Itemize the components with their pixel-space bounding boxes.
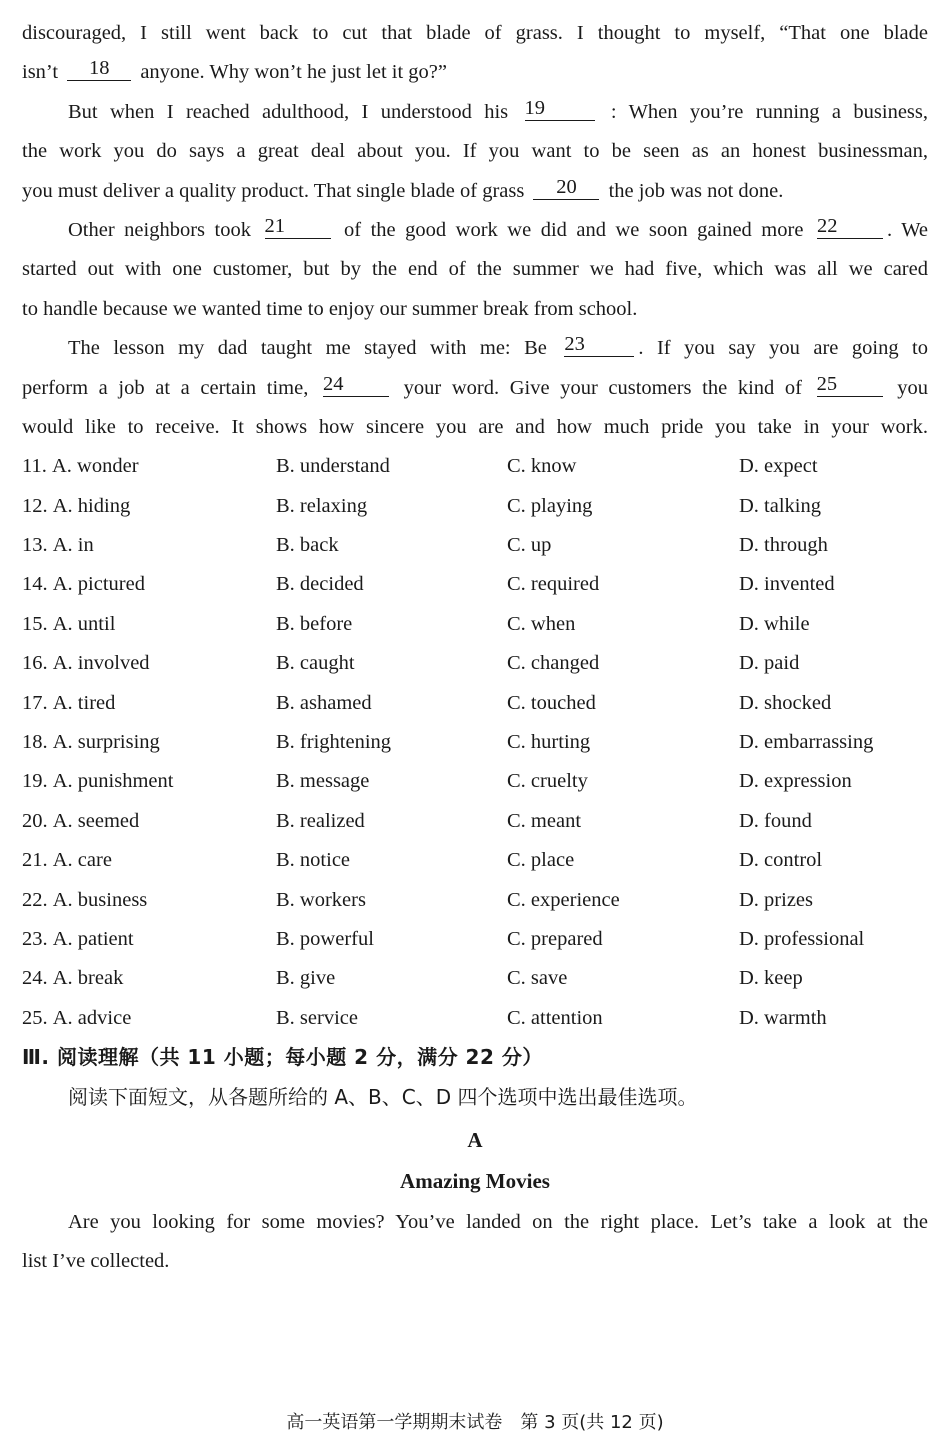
passage-text: . If you say you are going to	[638, 337, 929, 360]
option-b: B. powerful	[276, 927, 374, 950]
passage-text: the job was not done.	[608, 179, 784, 202]
option-c: C. know	[507, 455, 577, 478]
passage-line: discouraged, I still went back to cut that blade of grass. I thought to myself, “That one blade	[22, 22, 928, 44]
option-d: D. warmth	[739, 1006, 827, 1029]
option-c: C. changed	[507, 652, 600, 675]
passage-line: Are you looking for some movies? You’ve landed on the right place. Let’s take a look at the	[68, 1210, 928, 1233]
option-a: 11. A. wonder	[22, 455, 139, 478]
passage-line	[22, 53, 928, 92]
answer-blank-19: 19	[525, 96, 595, 121]
passage-line: would like to receive. It shows how sincere you are and how much pride you take in your work.	[22, 415, 928, 438]
answer-blank-21: 21	[265, 214, 331, 239]
option-b: B. frightening	[276, 731, 392, 754]
passage-line: the work you do says a great deal about you. If you want to be seen as an honest businessman,	[22, 140, 928, 163]
option-b: B. ashamed	[276, 691, 372, 714]
passage-text: you	[897, 376, 929, 399]
question-options-row	[22, 762, 928, 801]
passage-text: But when I reached adulthood, I understood his	[68, 100, 509, 123]
question-options-row	[22, 447, 928, 486]
option-b: B. decided	[276, 573, 364, 596]
question-options-row	[22, 920, 928, 959]
option-d: D. invented	[739, 573, 835, 596]
passage-text: of the good work we did and we soon gained more	[344, 218, 804, 241]
passage-text: : When you’re running a business,	[610, 100, 928, 123]
option-c: C. hurting	[507, 731, 591, 754]
option-b: B. workers	[276, 888, 366, 911]
option-b: B. caught	[276, 652, 355, 675]
option-d: D. shocked	[739, 691, 832, 714]
option-c: C. required	[507, 573, 600, 596]
option-c: C. cruelty	[507, 770, 588, 793]
passage-text: your word. Give your customers the kind of	[403, 376, 802, 399]
passage-text: The lesson my dad taught me stayed with me: Be	[68, 337, 547, 360]
option-d: D. paid	[739, 652, 800, 675]
question-options-row	[22, 644, 928, 683]
answer-blank-24: 24	[323, 372, 389, 397]
option-a: 17. A. tired	[22, 691, 116, 714]
option-c: C. save	[507, 967, 568, 990]
question-options-row	[22, 723, 928, 762]
passage-line	[22, 369, 928, 408]
option-c: C. up	[507, 534, 552, 557]
answer-blank-18: 18	[67, 56, 131, 81]
passage-line	[22, 172, 928, 211]
passage-line	[22, 211, 928, 250]
answer-blank-25: 25	[817, 372, 883, 397]
option-b: B. service	[276, 1006, 358, 1029]
passage-line: started out with one customer, but by the end of the summer we had five, which was all we cared	[22, 258, 928, 281]
question-options-row	[22, 802, 928, 841]
option-a: 13. A. in	[22, 534, 94, 557]
passage-line	[22, 329, 928, 368]
option-c: C. experience	[507, 888, 620, 911]
question-options-row	[22, 565, 928, 604]
option-b: B. notice	[276, 849, 351, 872]
passage-line	[22, 93, 928, 132]
passage-text: isn’t	[22, 61, 59, 84]
question-options-row	[22, 605, 928, 644]
option-a: 15. A. until	[22, 612, 116, 635]
option-b: B. before	[276, 612, 353, 635]
option-a: 21. A. care	[22, 849, 112, 872]
option-a: 19. A. punishment	[22, 770, 174, 793]
answer-blank-22: 22	[817, 214, 883, 239]
passage-text: perform a job at a certain time,	[22, 376, 309, 399]
option-d: D. through	[739, 534, 828, 557]
option-d: D. keep	[739, 967, 803, 990]
option-c: C. place	[507, 849, 575, 872]
option-d: D. prizes	[739, 888, 814, 911]
passage-line: list I’ve collected.	[22, 1250, 170, 1273]
question-options-row	[22, 684, 928, 723]
exam-page	[22, 14, 928, 1282]
option-b: B. understand	[276, 455, 390, 478]
option-d: D. embarrassing	[739, 731, 874, 754]
passage-text: anyone. Why won’t he just let it go?”	[140, 61, 448, 84]
option-c: C. attention	[507, 1006, 603, 1029]
option-b: B. realized	[276, 809, 365, 832]
option-a: 23. A. patient	[22, 927, 134, 950]
answer-blank-23: 23	[564, 332, 634, 357]
option-a: 14. A. pictured	[22, 573, 145, 596]
option-a: 20. A. seemed	[22, 809, 140, 832]
question-options-row	[22, 841, 928, 880]
passage-line: to handle because we wanted time to enjoy our summer break from school.	[22, 297, 638, 320]
option-b: B. relaxing	[276, 494, 368, 517]
option-a: 24. A. break	[22, 967, 124, 990]
section-instruction: 阅读下面短文，从各题所给的 A、B、C、D 四个选项中选出最佳选项。	[68, 1084, 698, 1109]
option-d: D. professional	[739, 927, 865, 950]
page-footer: 高一英语第一学期期末试卷 第 3 页(共 12 页)	[286, 1412, 664, 1433]
question-options-row	[22, 487, 928, 526]
article-title: Amazing Movies	[400, 1168, 550, 1193]
option-d: D. found	[739, 809, 812, 832]
option-d: D. talking	[739, 494, 821, 517]
option-c: C. prepared	[507, 927, 603, 950]
passage-text: you must deliver a quality product. That single blade of grass	[22, 179, 525, 202]
option-b: B. give	[276, 967, 336, 990]
question-options-row	[22, 881, 928, 920]
passage-text: Other neighbors took	[68, 218, 251, 241]
option-a: 25. A. advice	[22, 1006, 132, 1029]
answer-blank-20: 20	[533, 175, 599, 200]
option-a: 18. A. surprising	[22, 731, 160, 754]
option-b: B. message	[276, 770, 370, 793]
question-options-row	[22, 999, 928, 1038]
question-options-row	[22, 959, 928, 998]
option-a: 16. A. involved	[22, 652, 150, 675]
section-heading: Ⅲ. 阅读理解（共 11 小题；每小题 2 分，满分 22 分）	[22, 1045, 543, 1070]
option-b: B. back	[276, 534, 339, 557]
option-d: D. control	[739, 849, 823, 872]
question-options-row	[22, 526, 928, 565]
option-a: 22. A. business	[22, 888, 148, 911]
option-c: C. playing	[507, 494, 593, 517]
option-d: D. while	[739, 612, 810, 635]
option-d: D. expect	[739, 455, 818, 478]
option-a: 12. A. hiding	[22, 494, 131, 517]
part-letter: A	[467, 1127, 483, 1152]
option-c: C. meant	[507, 809, 582, 832]
option-d: D. expression	[739, 770, 852, 793]
passage-text: . We	[886, 218, 929, 241]
option-c: C. when	[507, 612, 576, 635]
option-c: C. touched	[507, 691, 596, 714]
